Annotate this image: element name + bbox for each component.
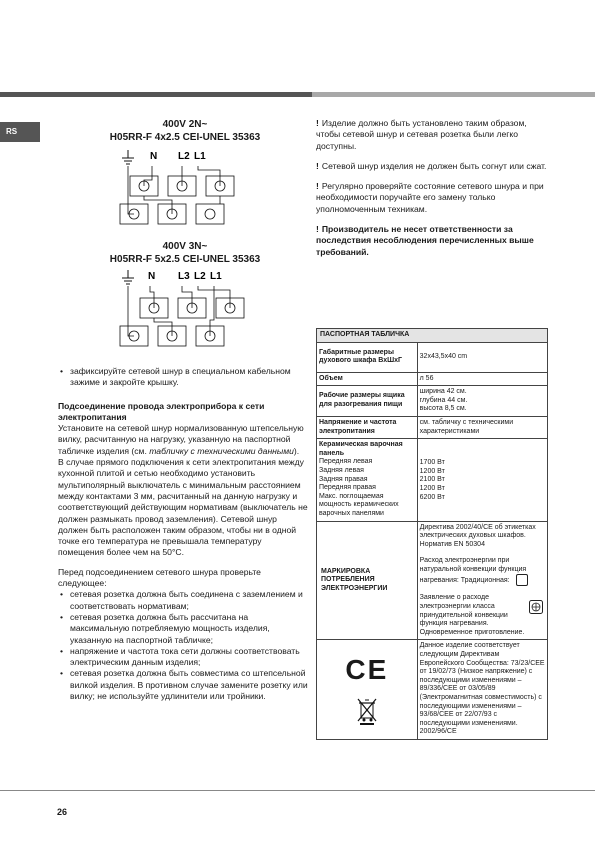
left-column [58,366,308,702]
wiring-diagram-3n [110,268,250,352]
terminal-label-l2: L2 [178,151,190,162]
list-item: • зафиксируйте сетевой шнур в специальном кабельном зажиме и закройте крышку. [58,366,308,389]
table-row: Габаритные размеры духового шкафа ВхШхГ 32x43,5x40 cm [317,342,548,372]
ground-icon [122,270,134,284]
table-row: Рабочие размеры ящика для разогревания пищи ширина 42 см. глубина 44 см. высота 8,5 см. [317,386,548,417]
wiring-title-voltage: 400V 2N~ [162,119,208,130]
ce-mark-icon: CE [345,653,389,685]
wiring-title-voltage: 400V 3N~ [162,241,208,252]
list-item: • сетевая розетка должна быть совместима со штепсельной вилкой изделия. В противном случае замените розетку или вилку; не используйте удлинители или тройники. [58,668,308,702]
ground-icon [122,150,134,164]
table-row: Объем л 56 [317,372,548,386]
terminal-label-n: N [148,271,156,282]
fan-icon [529,600,543,614]
table-row: МАРКИРОВКА ПОТРЕБЛЕНИЯ ЭЛЕКТРОЭНЕРГИИ Директива 2002/40/CE об этикетках электрических духовых шкафов. Норматив EN 50304 Расход электроэнергии при натуральной конвекции функция нагревания: Традиционная: Заявление о расходе электроэнергии класса принудительной конвекции функция нагревания. Одновременное приготовление. [317,521,548,640]
wiring-title-cable: H05RR-F 4x2.5 CEI-UNEL 35363 [109,132,261,143]
terminal-label-l3: L3 [178,271,190,282]
table-row: Напряжение и частота электропитания см. табличку с техническими характеристиками [317,416,548,438]
terminal-label-l2: L2 [194,271,206,282]
list-item: • напряжение и частота тока сети должны соответствовать электрическим данным изделия; [58,646,308,669]
paragraph-checks-intro: Перед подсоединением сетевого шнура проверьте следующее: [58,566,261,589]
table-title: ПАСПОРТНАЯ ТАБЛИЧКА [317,329,548,343]
right-column [316,118,548,267]
terminal-label-l1: L1 [210,271,222,282]
warning-icon: ! [316,181,319,192]
paragraph-direct-connection: В случае прямого подключения к сети электропитания между кухонной плитой и сетью необходимо установить мультиполярный выключатель с минимальным расстоянием между контактами 3 мм, расчитанный на данную нагрузку и соответствующий действующим нормативам (выключатель не должен размыкать провод заземления). Сетевой шнур должен быть расположен таким образом, чтобы ни в одной точке его температура не превышала температуру помещения более чем на 50°С. [58,457,308,558]
warning-note: ! Сетевой шнур изделия не должен быть согнут или сжат. [316,160,547,171]
terminal-label-l1: L1 [194,151,206,162]
warning-note: ! Изделие должно быть установлено таким образом, чтобы сетевой шнур и сетевая розетка были легко доступны. [316,118,527,151]
list-item: • сетевая розетка должна быть соединена с заземлением и соответствовать нормативам; [58,589,308,612]
section-heading: Подсоединение провода электроприбора к сети электропитания [58,400,265,422]
language-tab: RS [0,122,40,142]
list-item: • сетевая розетка должна быть рассчитана на максимальную потребляемую мощность изделия, указанную на паспортной табличке; [58,612,308,646]
wiring-title-cable: H05RR-F 5x2.5 CEI-UNEL 35363 [109,254,261,265]
paragraph-plug: Установите на сетевой шнур нормализованную штепсельную вилку, расчитанную на нагрузку, указанную на паспортной табличке изделия (см. табличку с техническими данными). [58,423,304,456]
warning-note: ! Регулярно проверяйте состояние сетевого шнура и при необходимости поручайте его замену только уполномоченным техникам. [316,181,544,214]
terminal-label-n: N [150,151,158,162]
table-row: CE Данное изделие соответствует следующим Директивам Европейского Сообщества: 73/23/CEE от 19/02/73 (Низкое напряжение) с последующими изменениями – 89/336/CEE от 03/05/89 (Электромагнитная совместимость) с последующими изменениями – 93/68/CEE от 22/07/93 с последующими изменениями. 2002/96/CE [317,640,548,740]
table-row: Керамическая варочная панель Передняя левая Задняя левая Задняя правая Передняя правая Макс. поглощаемая мощность керамических варочных панелями 1700 Вт 1200 Вт 2100 Вт 1200 Вт 6200 Вт [317,439,548,521]
top-rule-dark [0,92,312,97]
page-number: 26 [57,807,68,817]
warning-icon: ! [316,160,319,171]
warning-icon: ! [316,118,319,128]
wiring-block-3n [60,240,310,266]
bottom-rule [0,790,595,791]
liability-note: ! Производитель не несет ответственности за последствия несоблюдения перечисленных выше требований. [316,224,534,257]
wiring-diagram-2n [110,148,250,230]
wiring-block-2n [60,118,310,144]
checks-list [58,589,308,702]
rating-plate-table [316,328,548,740]
warning-icon: ! [316,224,319,235]
weee-bin-icon [356,697,378,725]
energy-label-box [516,574,528,586]
